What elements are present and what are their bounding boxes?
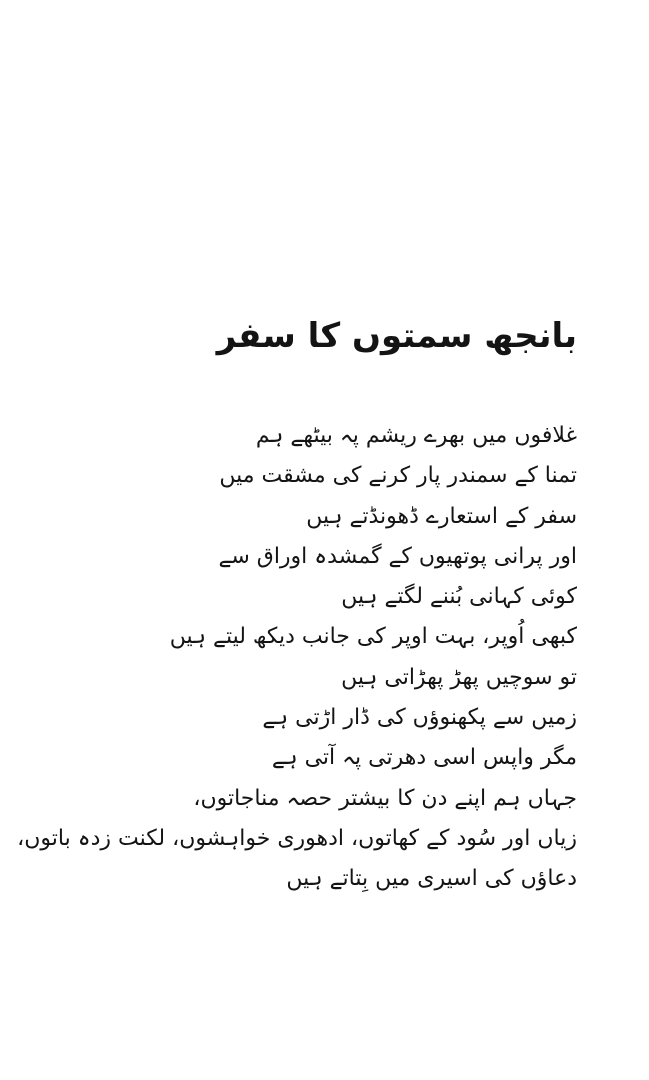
poem-line: غلافوں میں بھرے ریشم پہ بیٹھے ہم [255,423,577,448]
poem-title: بانجھ سمتوں کا سفر [216,316,577,356]
poem-line: دعاؤں کی اسیری میں بِتاتے ہیں [286,866,577,892]
poem-line: زیاں اور سُود کے کھاتوں، ادھوری خواہشوں، لکنت زدہ باتوں، [17,825,577,851]
poem-line: کبھی اُوپر، بہت اوپر کی جانب دیکھ لیتے ہیں [169,624,577,650]
poem-line: سفر کے استعارے ڈھونڈتے ہیں [306,503,577,529]
poem-line: تو سوچیں پھڑ پھڑاتی ہیں [341,664,577,690]
poem-line: زمیں سے پکھنوؤں کی ڈار اڑتی ہے [262,705,577,731]
poem-line: کوئی کہانی بُننے لگتے ہیں [341,584,577,610]
poem-line: اور پرانی پوتھیوں کے گمشدہ اوراق سے [218,543,577,569]
poem-body [17,416,577,900]
poem-line: جہاں ہم اپنے دن کا بیشتر حصہ مناجاتوں، [193,785,577,811]
poem-line: مگر واپس اسی دھرتی پہ آتی ہے [271,745,577,771]
poem-line: تمنا کے سمندر پار کرنے کی مشقت میں [219,463,577,489]
